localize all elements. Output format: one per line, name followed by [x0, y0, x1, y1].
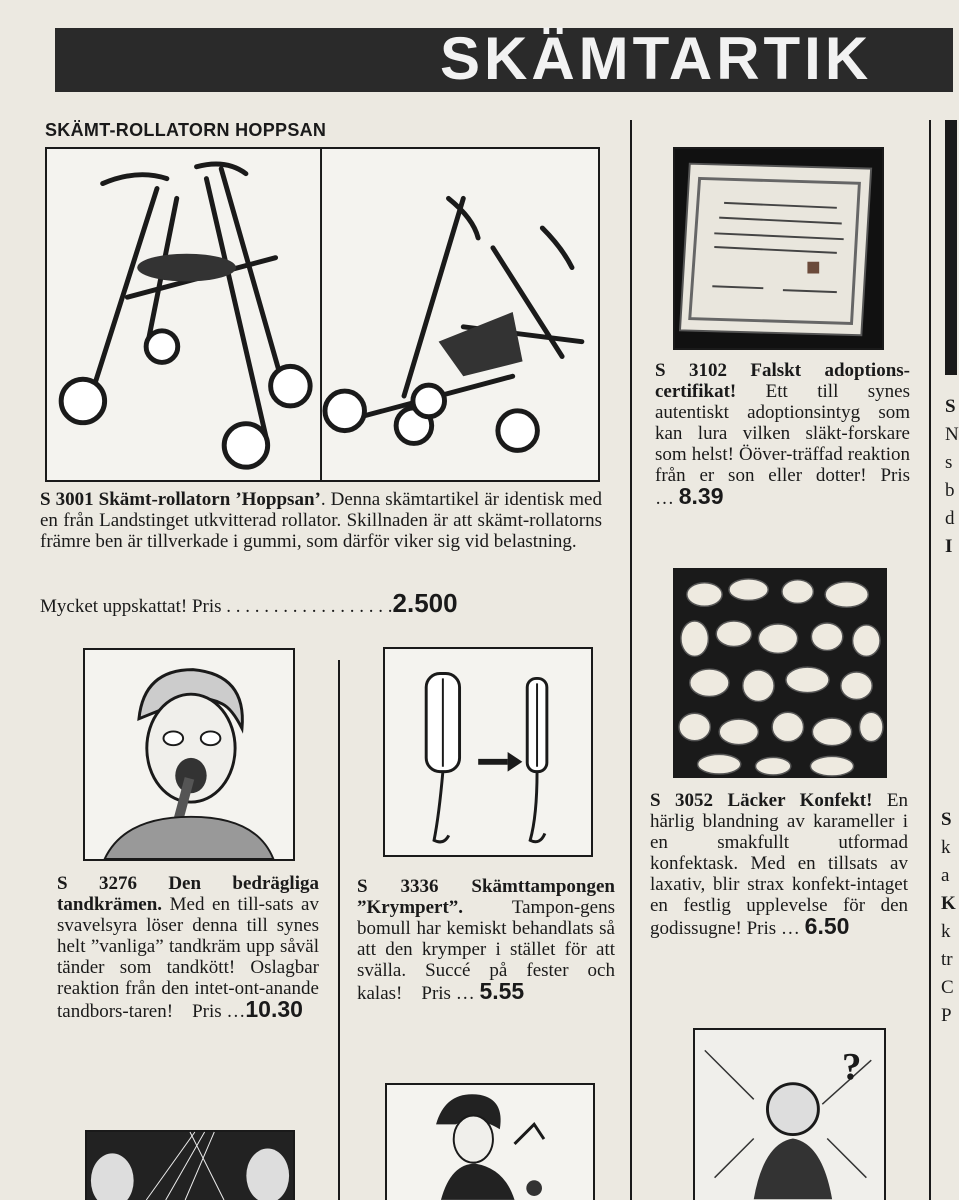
adoption-price-label: Pris …	[655, 465, 911, 509]
cutoff-line: a	[941, 865, 950, 886]
rollator-price-label: Mycket uppskattat! Pris . . . . . . . . . . . . . . . . . .	[40, 596, 393, 617]
toothpaste-description	[57, 873, 319, 1022]
faces-illustration	[87, 1132, 293, 1200]
cutoff-line: I	[945, 536, 953, 557]
tampon-description	[357, 876, 615, 1004]
adoption-certificate-image	[673, 147, 884, 350]
rollator-price: 2.500	[392, 588, 458, 618]
candy-illustration	[675, 570, 885, 776]
cutoff-line: k	[941, 921, 951, 942]
rollator-illustration	[47, 149, 598, 480]
tampon-price: 5.55	[479, 978, 525, 1004]
svg-text:?: ?	[841, 1045, 862, 1089]
cutoff-line: N	[945, 424, 959, 445]
cutoff-image	[945, 120, 957, 375]
cutoff-line: b	[945, 480, 955, 501]
adoption-description	[655, 360, 910, 509]
konfekt-price: 6.50	[804, 913, 850, 939]
column-divider	[929, 120, 931, 1200]
adoption-text: Ett till synes autentiskt adoptionsintyg som kan lura vilken släkt-forskare som helst! Ööver-träffad reaktion från er son eller dotter!	[655, 381, 910, 486]
adoption-price: 8.39	[678, 483, 724, 509]
cutoff-line: C	[941, 977, 954, 998]
adoption-title: S 3102 Falskt adoptions-certifikat!	[655, 360, 910, 402]
rollator-price-line	[40, 588, 605, 619]
toothpaste-image	[83, 648, 295, 861]
cutoff-line: S	[941, 809, 952, 830]
konfekt-title: S 3052 Läcker Konfekt!	[650, 790, 873, 811]
column-divider	[338, 660, 340, 1200]
shocked-woman-image	[385, 1083, 595, 1200]
tampon-title: S 3336 Skämttampongen ”Krympert”.	[357, 876, 615, 918]
cutoff-line: S	[945, 396, 956, 417]
toothpaste-title: S 3276 Den bedrägliga tandkrämen.	[57, 873, 319, 915]
section-heading: SKÄMT-ROLLATORN HOPPSAN	[45, 120, 327, 140]
konfekt-description	[650, 790, 908, 939]
konfekt-price-label: Pris …	[746, 918, 800, 939]
tampon-text: Tampon-gens bomull har kemiskt behandlats så att den krymper i stället för att svälla. Succé på fester och kalas!	[357, 897, 615, 1004]
cutoff-line: K	[941, 893, 956, 914]
tampon-illustration	[385, 649, 591, 855]
rollator-title: S 3001 Skämt-rollatorn ’Hoppsan’	[40, 489, 321, 510]
shocked-woman-illustration	[387, 1085, 593, 1200]
tampon-image	[383, 647, 593, 857]
konfekt-image	[673, 568, 887, 778]
faces-image	[85, 1130, 295, 1200]
toothpaste-price-label: Pris …	[192, 1001, 246, 1022]
column-divider	[630, 120, 632, 1200]
cutoff-column-2	[941, 806, 956, 1030]
woman-toothpaste-illustration	[85, 650, 293, 859]
rollator-text: . Denna skämtartikel är identisk med en från Landstinget utkvitterad rollator. Skillnaden är att skämt-rollatorns främre ben är tillverkade i gummi, som därför viker sig vid belastning.	[40, 489, 602, 552]
rollator-image	[45, 147, 600, 482]
cutoff-line: s	[945, 452, 953, 473]
cutoff-line: tr	[941, 949, 953, 970]
toothpaste-price: 10.30	[245, 996, 303, 1022]
tampon-price-label: Pris …	[421, 983, 475, 1004]
konfekt-text: En härlig blandning av karameller i en smakfullt utformad konfektask. Med en tillsats av laxativ, blir strax konfekt-intaget en festlig upplevelse för den godissugne!	[650, 790, 908, 939]
rollator-description	[40, 489, 602, 552]
page-banner	[55, 25, 953, 92]
banner-title: SKÄMTARTIK	[440, 25, 873, 92]
cutoff-line: k	[941, 837, 951, 858]
confused-man-image	[693, 1028, 886, 1200]
confused-man-illustration	[695, 1030, 884, 1200]
cutoff-column-1	[945, 393, 959, 561]
cutoff-line: P	[941, 1005, 952, 1026]
certificate-illustration	[675, 149, 882, 348]
toothpaste-text: Med en till-sats av svavelsyra löser denna till synes helt ”vanliga” tandkräm upp såväl tänder som tandkött! Oslagbar reaktion från den intet-ont-anande tandbors-taren!	[57, 894, 319, 1022]
cutoff-line: d	[945, 508, 955, 529]
